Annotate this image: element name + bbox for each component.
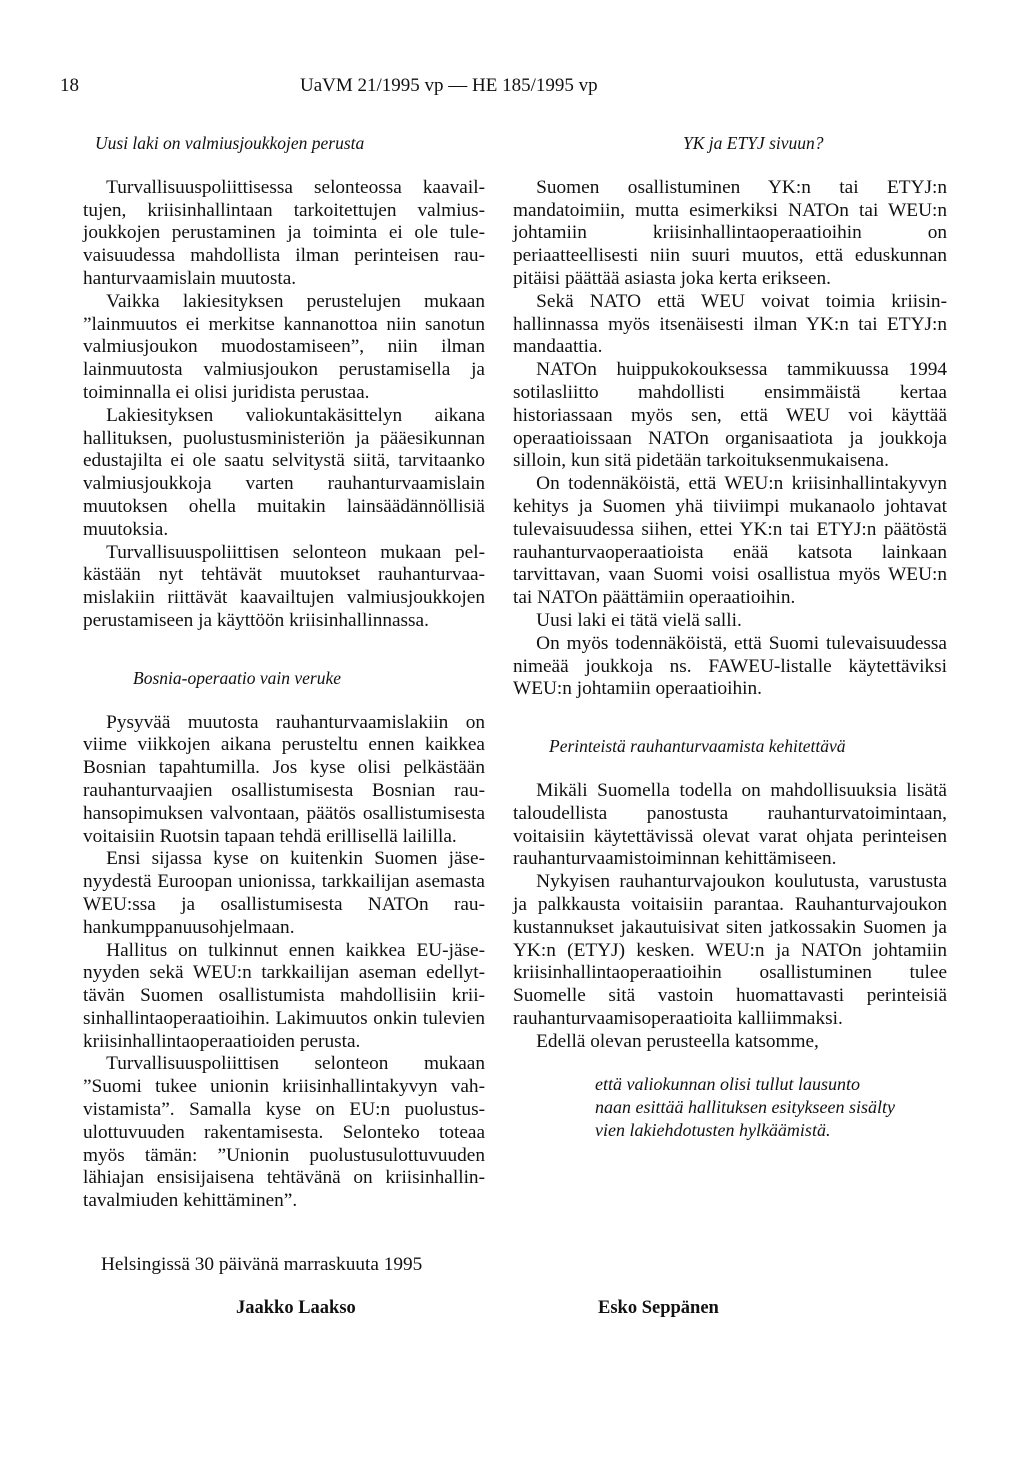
paragraph: Pysyvää muutosta rauhanturvaamislakiin on viime viikkojen aikana perusteltu ennen kaikkea Bosnian tapahtumilla. Jos kyse olisi pelkästään rauhanturvaajien osallistumisesta Bosnian rauhansopimuksen valvontaan, päätös osallistumisesta voitaisiin Ruotsin tapaan tehdä erillisellä laililla. (83, 711, 485, 847)
paragraph: Vaikka lakiesityksen perustelujen mukaan ”lainmuutos ei merkitse kannanottoa niin sanotun valmiusjoukon muodostamiseen”, niin ilman lainmuutosta valmiusjoukon perustamisella ja toiminnalla ei olisi juridista perustaa. (83, 290, 485, 403)
paragraph: Ensi sijassa kyse on kuitenkin Suomen jäsenyydestä Euroopan unionissa, tarkkailijan asemasta WEU:ssa ja osallistumisesta NATOn rauhankumppanuusohjelmaan. (83, 848, 485, 938)
paragraph: NATOn huippukokouksessa tammikuussa 1994 sotilasliitto mahdollisti ensimmäistä kertaa historiassaan myös sen, että WEU voi käyttää operaatioissaan NATOn organisaatiota ja joukkoja silloin, kun sitä pidetään tarkoituksenmukaisena. (513, 359, 947, 472)
place-date: Helsingissä 30 päivänä marraskuuta 1995 (101, 1254, 423, 1275)
paragraph: Sekä NATO että WEU voivat toimia kriisinhallinnassa myös itsenäisesti ilman YK:n tai ETYJ:n mandaattia. (513, 290, 947, 358)
paragraph: Suomen osallistuminen YK:n tai ETYJ:n mandatoimiin, mutta esimerkiksi NATOn tai WEU:n johtamiin kriisinhallintaoperaatioihin on periaatteellisesti niin suuri muutos, että eduskunnan pitäisi päättää asiasta joka kerta erikseen. (513, 176, 947, 289)
section-heading: Bosnia-operaatio vain veruke (133, 667, 342, 688)
page-number: 18 (60, 75, 79, 96)
running-title: UaVM 21/1995 vp — HE 185/1995 vp (300, 75, 598, 96)
paragraph: Mikäli Suomella todella on mahdollisuuksia lisätä taloudellista panostusta rauhanturvatoimintaan, voitaisiin käytettävissä olevat varat ohjata perinteisen rauhanturvaamistoiminnan kehittämiseen. (513, 779, 947, 870)
paragraph: Lakiesityksen valiokuntakäsittelyn aikana hallituksen, puolustusministeriön ja pääesikunnan edustajilta ei ole saatu selvitystä siitä, tarvitaanko valmiusjoukkoja varten rauhanturvaamislain muutoksen ohella muitakin lainsäädännöllisiä muutoksia. (83, 404, 485, 540)
left-column (83, 132, 485, 1213)
paragraph: Turvallisuuspoliittisessa selonteossa kaavailtujen, kriisinhallintaan tarkoitettujen valmiusjoukkojen perustaminen ja toiminta ei ole tulevaisuudessa mahdollista ilman perinteisen rauhanturvaamislain muutosta. (83, 176, 485, 289)
section-heading: Perinteistä rauhanturvaamista kehitettävä (549, 736, 846, 757)
section-heading: Uusi laki on valmiusjoukkojen perusta (95, 133, 365, 153)
section-heading: YK ja ETYJ sivuun? (683, 133, 824, 153)
paragraph: Edellä olevan perusteella katsomme, (536, 1030, 819, 1052)
paragraph: On todennäköistä, että WEU:n kriisinhallintakyvyn kehitys ja Suomen yhä tiiviimpi mukanaolo johtavat tulevaisuudessa siihen, ettei YK:n tai ETYJ:n päätöstä rauhanturvaoperaatioista enää katsota lainkaan tarvittavan, vaan Suomi voisi osallistua myös WEU:n tai NATOn päättämiin operaatioihin. (513, 473, 947, 609)
right-column (513, 132, 947, 1142)
conclusion-statement (595, 1073, 947, 1142)
paragraph: Turvallisuuspoliittisen selonteon mukaan pelkästään nyt tehtävät muutokset rauhanturvaamislakiin riittävät kaavailtujen valmiusjoukkojen perustamiseen ja käyttöön kriisinhallinnassa. (83, 541, 485, 631)
conclusion-line: vien lakiehdotusten hylkäämistä. (595, 1120, 831, 1141)
paragraph: On myös todennäköistä, että Suomi tulevaisuudessa nimeää joukkoja ns. FAWEU-listalle käytettäviksi WEU:n johtamiin operaatioihin. (513, 632, 947, 700)
paragraph: Hallitus on tulkinnut ennen kaikkea EU-jäsenyyden sekä WEU:n tarkkailijan aseman edellyttävän Suomen osallistumista mahdollisiin kriisinhallintaoperaatioihin. Lakimuutos onkin tulevien kriisinhallintaoperaatioiden perusta. (83, 939, 485, 1052)
conclusion-line: naan esittää hallituksen esitykseen sisälty (595, 1097, 895, 1118)
paragraph: Nykyisen rauhanturvajoukon koulutusta, varustusta ja palkkausta voitaisiin parantaa. Rauhanturvajoukon kustannukset jakautuisivat siten jatkossakin Suomen ja YK:n (ETYJ) kesken. WEU:n ja NATOn johtamiin kriisinhallintaoperaatioihin osallistuminen tulee Suomelle sitä vastoin huomattavasti perinteisiä rauhanturvaamisoperaatioita kalliimmaksi. (513, 871, 947, 1029)
paragraph: Uusi laki ei tätä vielä salli. (536, 609, 742, 631)
signatory-name: Jaakko Laakso (236, 1298, 356, 1318)
conclusion-line: että valiokunnan olisi tullut lausunto (595, 1074, 860, 1095)
page-header (0, 75, 1024, 105)
signatory-name: Esko Seppänen (598, 1298, 719, 1318)
paragraph: Turvallisuuspoliittisen selonteon mukaan ”Suomi tukee unionin kriisinhallintakyvyn vahvistamista”. Samalla kyse on EU:n puolustusulottuvuuden rakentamisesta. Selonteko toteaa myös tämän: ”Unionin puolustusulottuvuuden lähiajan ensisijaisena tehtävänä on kriisinhallintavalmiuden kehittäminen”. (83, 1053, 485, 1212)
